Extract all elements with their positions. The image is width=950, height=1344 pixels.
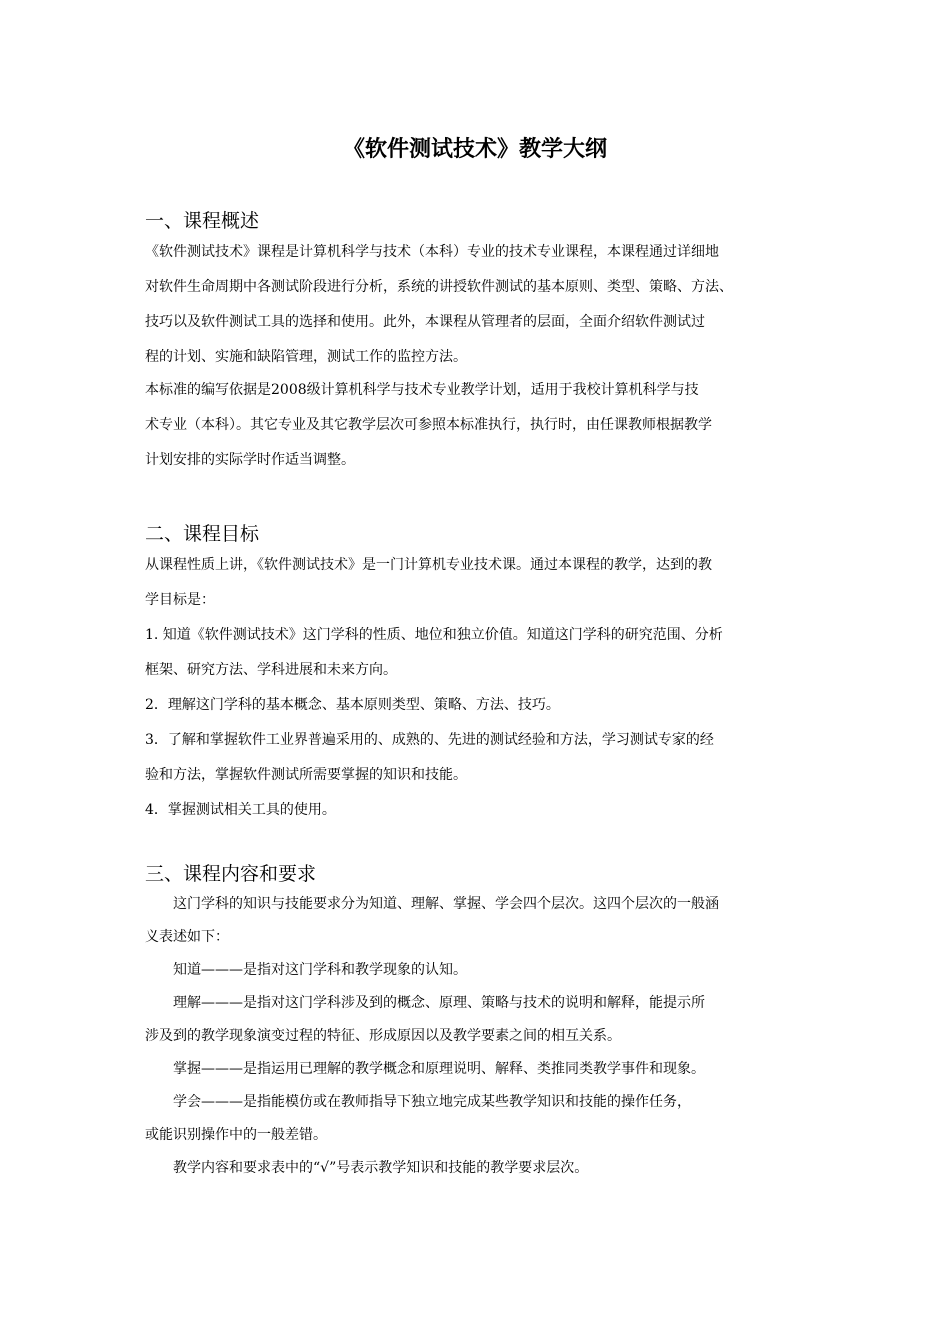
list-item [145, 618, 815, 688]
text-line: 掌握———是指运用已理解的教学概念和原理说明、解释、类推同类教学事件和现象。 [173, 1061, 705, 1077]
text-line: 学会———是指能模仿或在教师指导下独立地完成某些教学知识和技能的操作任务， [173, 1094, 691, 1110]
text-line: 知道———是指对这门学科和教学现象的认知。 [173, 962, 467, 978]
document-title: 《软件测试技术》教学大纲 [342, 137, 607, 162]
paragraph [145, 548, 815, 618]
text-line: 本标准的编写依据是2008级计算机科学与技术专业教学计划，适用于我校计算机科学与技 [145, 382, 699, 398]
text-line: 理解———是指对这门学科涉及到的概念、原理、策略与技术的说明和解释，能提示所 [173, 995, 705, 1011]
section-heading: 二、课程目标 [145, 523, 260, 545]
text-line: 对软件生命周期中各测试阶段进行分析，系统的讲授软件测试的基本原则、类型、策略、方法、 [145, 279, 733, 295]
section-course-overview [145, 207, 815, 478]
section-heading: 三、课程内容和要求 [145, 863, 317, 885]
list-item [145, 723, 815, 793]
paragraph [145, 954, 815, 987]
paragraph [145, 1152, 815, 1185]
section-heading: 一、课程概述 [145, 210, 260, 232]
text-line: 3．了解和掌握软件工业界普遍采用的、成熟的、先进的测试经验和方法，学习测试专家的经 [145, 732, 714, 748]
paragraph [145, 987, 815, 1053]
section-course-goals [145, 520, 815, 828]
text-line: 1. 知道《软件测试技术》这门学科的性质、地位和独立价值。知道这门学科的研究范围、分析 [145, 627, 723, 643]
paragraph [145, 888, 815, 954]
text-line: 术专业（本科）。其它专业及其它教学层次可参照本标准执行，执行时，由任课教师根据教学 [145, 417, 712, 433]
text-line: 框架、研究方法、学科进展和未来方向。 [145, 662, 397, 678]
text-line: 从课程性质上讲，《软件测试技术》是一门计算机专业技术课。通过本课程的教学，达到的教 [145, 557, 712, 573]
text-line: 4．掌握测试相关工具的使用。 [145, 802, 336, 818]
paragraph [145, 1086, 815, 1152]
list-item [145, 688, 815, 723]
text-line: 或能识别操作中的一般差错。 [145, 1127, 327, 1143]
text-line: 计划安排的实际学时作适当调整。 [145, 452, 355, 468]
text-line: 程的计划、实施和缺陷管理，测试工作的监控方法。 [145, 349, 467, 365]
paragraph [145, 373, 815, 478]
text-line: 义表述如下： [145, 929, 229, 945]
text-line: 这门学科的知识与技能要求分为知道、理解、掌握、学会四个层次。这四个层次的一般涵 [173, 896, 719, 912]
list-item [145, 793, 815, 828]
text-line: 验和方法，掌握软件测试所需要掌握的知识和技能。 [145, 767, 467, 783]
text-line: 2．理解这门学科的基本概念、基本原则类型、策略、方法、技巧。 [145, 697, 560, 713]
text-line: 《软件测试技术》课程是计算机科学与技术（本科）专业的技术专业课程，本课程通过详细地 [145, 244, 719, 260]
text-line: 学目标是： [145, 592, 215, 608]
text-line: 技巧以及软件测试工具的选择和使用。此外，本课程从管理者的层面，全面介绍软件测试过 [145, 314, 705, 330]
text-line: 教学内容和要求表中的“√”号表示教学知识和技能的教学要求层次。 [173, 1160, 589, 1176]
section-course-content [145, 860, 815, 1185]
paragraph [145, 1053, 815, 1086]
paragraph [145, 235, 815, 375]
text-line: 涉及到的教学现象演变过程的特征、形成原因以及教学要素之间的相互关系。 [145, 1028, 621, 1044]
